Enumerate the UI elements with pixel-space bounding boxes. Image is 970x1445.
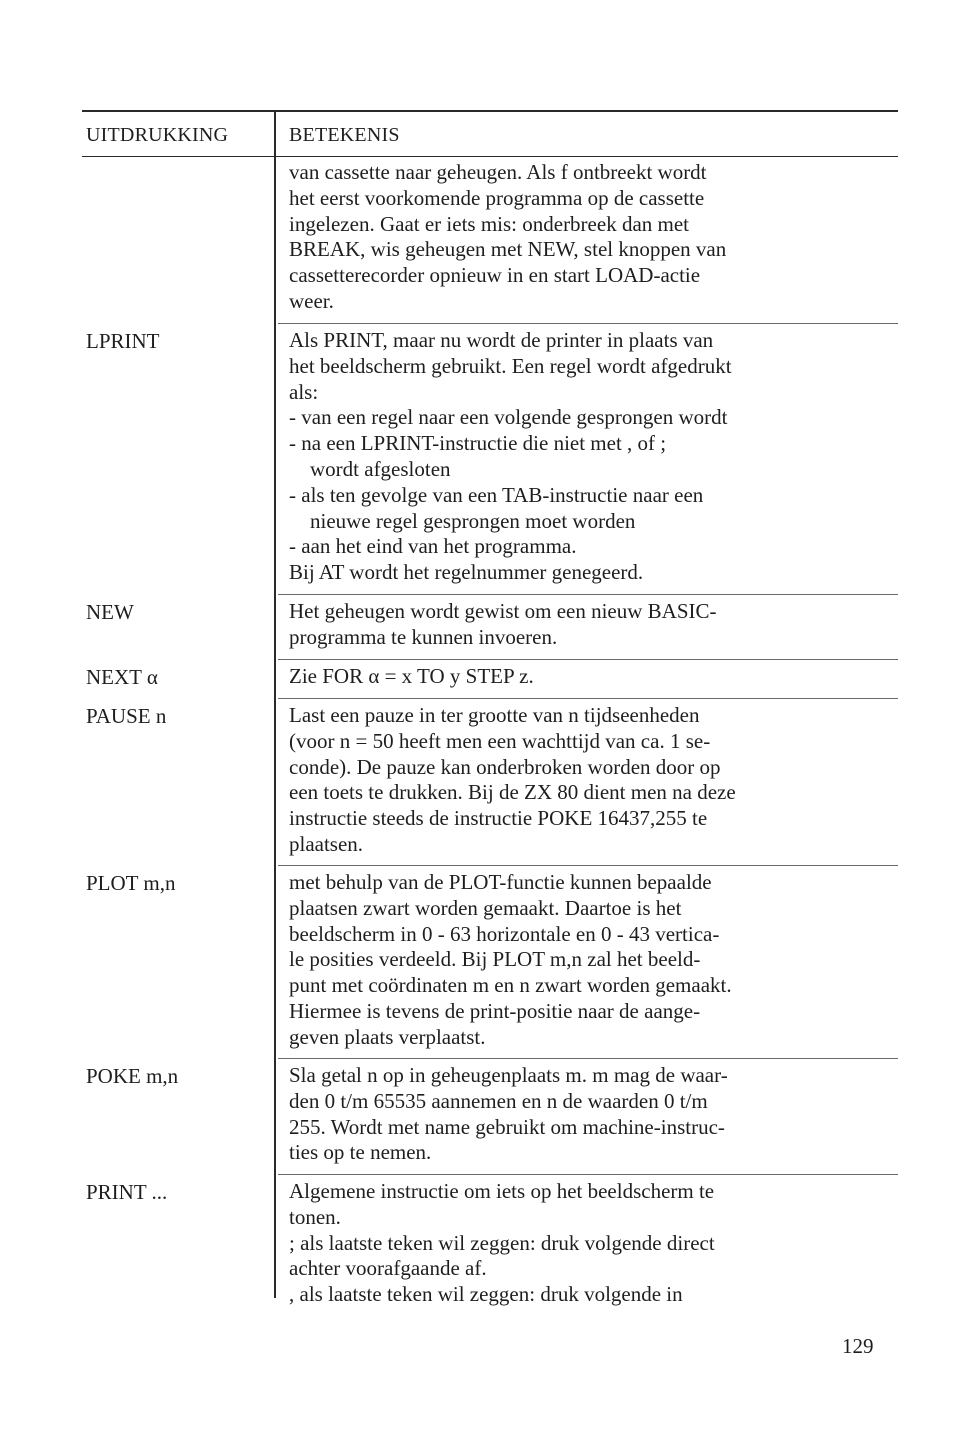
- description-line: programma te kunnen invoeren.: [289, 624, 558, 649]
- description-line: (voor n = 50 heeft men een wachttijd van ca. 1 se-: [289, 728, 711, 753]
- description-line: beeldscherm in 0 - 63 horizontale en 0 - 43 vertica-: [289, 921, 720, 946]
- description-line: - aan het eind van het programma.: [289, 534, 577, 559]
- description-print: [289, 1179, 899, 1308]
- description-line: weer.: [289, 288, 334, 313]
- description-line: Last een pauze in ter grootte van n tijdseenheden: [289, 703, 700, 727]
- description-line: Het geheugen wordt gewist om een nieuw BASIC-: [289, 599, 717, 623]
- description-line: het beeldscherm gebruikt. Een regel wordt afgedrukt: [289, 353, 732, 378]
- description-line: instructie steeds de instructie POKE 16437,255 te: [289, 806, 708, 831]
- description-line: conde). De pauze kan onderbroken worden door op: [289, 754, 721, 779]
- description-line: ingelezen. Gaat er iets mis: onderbreek dan met: [289, 211, 690, 236]
- description-line: BREAK, wis geheugen met NEW, stel knoppen van: [289, 237, 727, 262]
- description-line: met behulp van de PLOT-functie kunnen bepaalde: [289, 870, 712, 894]
- description-line: Als PRINT, maar nu wordt de printer in plaats van: [289, 328, 714, 352]
- term-pause: PAUSE n: [86, 704, 167, 728]
- description-line: Hiermee is tevens de print-positie naar de aange-: [289, 998, 701, 1023]
- page-number: 129: [842, 1334, 874, 1358]
- entry-separator: [278, 698, 898, 699]
- description-lprint: [289, 328, 899, 586]
- table-header-rule: [82, 156, 898, 157]
- column-divider: [274, 112, 276, 1298]
- description-line: plaatsen zwart worden gemaakt. Daartoe is het: [289, 895, 682, 920]
- description-pause: [289, 703, 899, 858]
- description-plot: [289, 870, 899, 1051]
- description-line: plaatsen.: [289, 831, 364, 856]
- term-lprint: LPRINT: [86, 329, 160, 353]
- description-next: [289, 664, 899, 690]
- description-line: het eerst voorkomende programma op de cassette: [289, 185, 705, 210]
- entry-separator: [278, 659, 898, 660]
- description-line: achter voorafgaande af.: [289, 1256, 487, 1281]
- description-line: - als ten gevolge van een TAB-instructie naar een: [289, 482, 704, 507]
- term-new: NEW: [86, 600, 134, 624]
- description-line: punt met coördinaten m en n zwart worden gemaakt.: [289, 973, 732, 998]
- description-line: Zie FOR α = x TO y STEP z.: [289, 664, 534, 688]
- description-poke: [289, 1063, 899, 1166]
- entry-separator: [278, 594, 898, 595]
- description-line: van cassette naar geheugen. Als f ontbreekt wordt: [289, 160, 707, 184]
- term-print: PRINT ...: [86, 1180, 168, 1204]
- entry-separator: [278, 1058, 898, 1059]
- description-line: Sla getal n op in geheugenplaats m. m mag de waar-: [289, 1063, 728, 1087]
- continuation-description: [289, 160, 899, 315]
- description-line: - van een regel naar een volgende gesprongen wordt: [289, 405, 728, 430]
- description-line: ties op te nemen.: [289, 1140, 432, 1165]
- description-line: Algemene instructie om iets op het beeldscherm te: [289, 1179, 715, 1203]
- entry-separator: [278, 323, 898, 324]
- description-line: cassetterecorder opnieuw in en start LOAD-actie: [289, 263, 701, 288]
- description-line: den 0 t/m 65535 aannemen en n de waarden 0 t/m: [289, 1088, 708, 1113]
- term-plot: PLOT m,n: [86, 871, 176, 895]
- header-term: UITDRUKKING: [86, 124, 229, 146]
- description-line: le posities verdeeld. Bij PLOT m,n zal het beeld-: [289, 947, 701, 972]
- description-line: als:: [289, 379, 319, 404]
- term-poke: POKE m,n: [86, 1064, 179, 1088]
- description-line: - na een LPRINT-instructie die niet met , of ;: [289, 431, 667, 456]
- table-top-rule: [82, 110, 898, 112]
- description-line: een toets te drukken. Bij de ZX 80 dient men na deze: [289, 780, 736, 805]
- description-line: Bij AT wordt het regelnummer genegeerd.: [289, 560, 644, 585]
- entry-separator: [278, 865, 898, 866]
- description-line: , als laatste teken wil zeggen: druk volgende in: [289, 1282, 683, 1307]
- term-next: NEXT α: [86, 665, 158, 689]
- description-line: nieuwe regel gesprongen moet worden: [310, 508, 636, 533]
- description-line: geven plaats verplaatst.: [289, 1024, 486, 1049]
- header-meaning: BETEKENIS: [289, 124, 400, 146]
- description-new: [289, 599, 899, 651]
- description-line: wordt afgesloten: [310, 456, 451, 481]
- entry-separator: [278, 1174, 898, 1175]
- description-line: tonen.: [289, 1204, 341, 1229]
- description-line: 255. Wordt met name gebruikt om machine-instruc-: [289, 1114, 725, 1139]
- description-line: ; als laatste teken wil zeggen: druk volgende direct: [289, 1230, 715, 1255]
